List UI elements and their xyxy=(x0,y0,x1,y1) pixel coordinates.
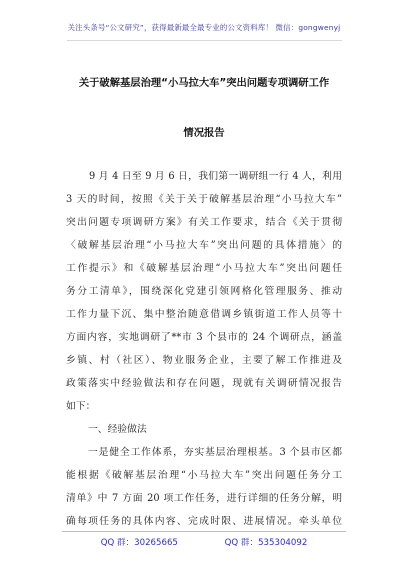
footer xyxy=(0,536,408,548)
document-title: 关于破解基层治理“小马拉大车”突出问题专项调研工作 xyxy=(78,77,330,89)
body-line: 突出问题专项调研方案》有关工作要求，结合《关于贯彻 xyxy=(66,217,342,228)
body-line: 如下： xyxy=(66,401,96,412)
document-subtitle: 情况报告 xyxy=(183,127,225,139)
body-line: 一是健全工作体系，夯实基层治理根基。3 个县市区都 xyxy=(88,447,342,458)
qq-group-1: QQ 群：30265665 xyxy=(100,538,178,548)
body-line: 方面内容，实地调研了**市 3 个县市的 24 个调研点，涵盖 xyxy=(66,332,342,343)
body-line: 乡镇、村（社区）、物业服务企业，主要了解工作推进及 xyxy=(66,355,342,366)
body-line: 〈破解基层治理“小马拉大车”突出问题的具体措施〉的 xyxy=(66,240,342,251)
header-divider xyxy=(67,40,342,41)
body-line: 3 天的时间，按照《关于关于破解基层治理“小马拉大车” xyxy=(66,194,342,205)
footer-divider xyxy=(62,531,346,532)
body-line: 政策落实中经验做法和存在问题，现就有关调研情况报告 xyxy=(66,378,342,389)
qq-group-2: QQ 群：535304092 xyxy=(224,538,308,548)
body-line: 清单》中 7 方面 20 项工作任务，进行详细的任务分解，明 xyxy=(66,493,342,504)
body-line: 务分工清单》，围绕深化党建引领网格化管理服务、推动 xyxy=(66,286,342,297)
body-line: 9 月 4 日至 9 月 6 日，我们第一调研组一行 4 人，利用 xyxy=(89,171,342,182)
promo-banner: 关注头条号“公文研究”，获得最新最全最专业的公文资料库！ 微信：gongwenyj xyxy=(67,23,341,32)
body-line: 能根据《破解基层治理“小马拉大车”突出问题任务分工 xyxy=(66,470,342,481)
body-line: 确每项任务的具体内容、完成时限、进展情况。牵头单位 xyxy=(66,516,342,527)
body-line: 工作力量下沉、集中整治随意借调乡镇街道工作人员等十 xyxy=(66,309,342,320)
section-heading: 一、经验做法 xyxy=(88,424,147,435)
body-line: 工作提示》和《破解基层治理“小马拉大车”突出问题任 xyxy=(66,263,342,274)
